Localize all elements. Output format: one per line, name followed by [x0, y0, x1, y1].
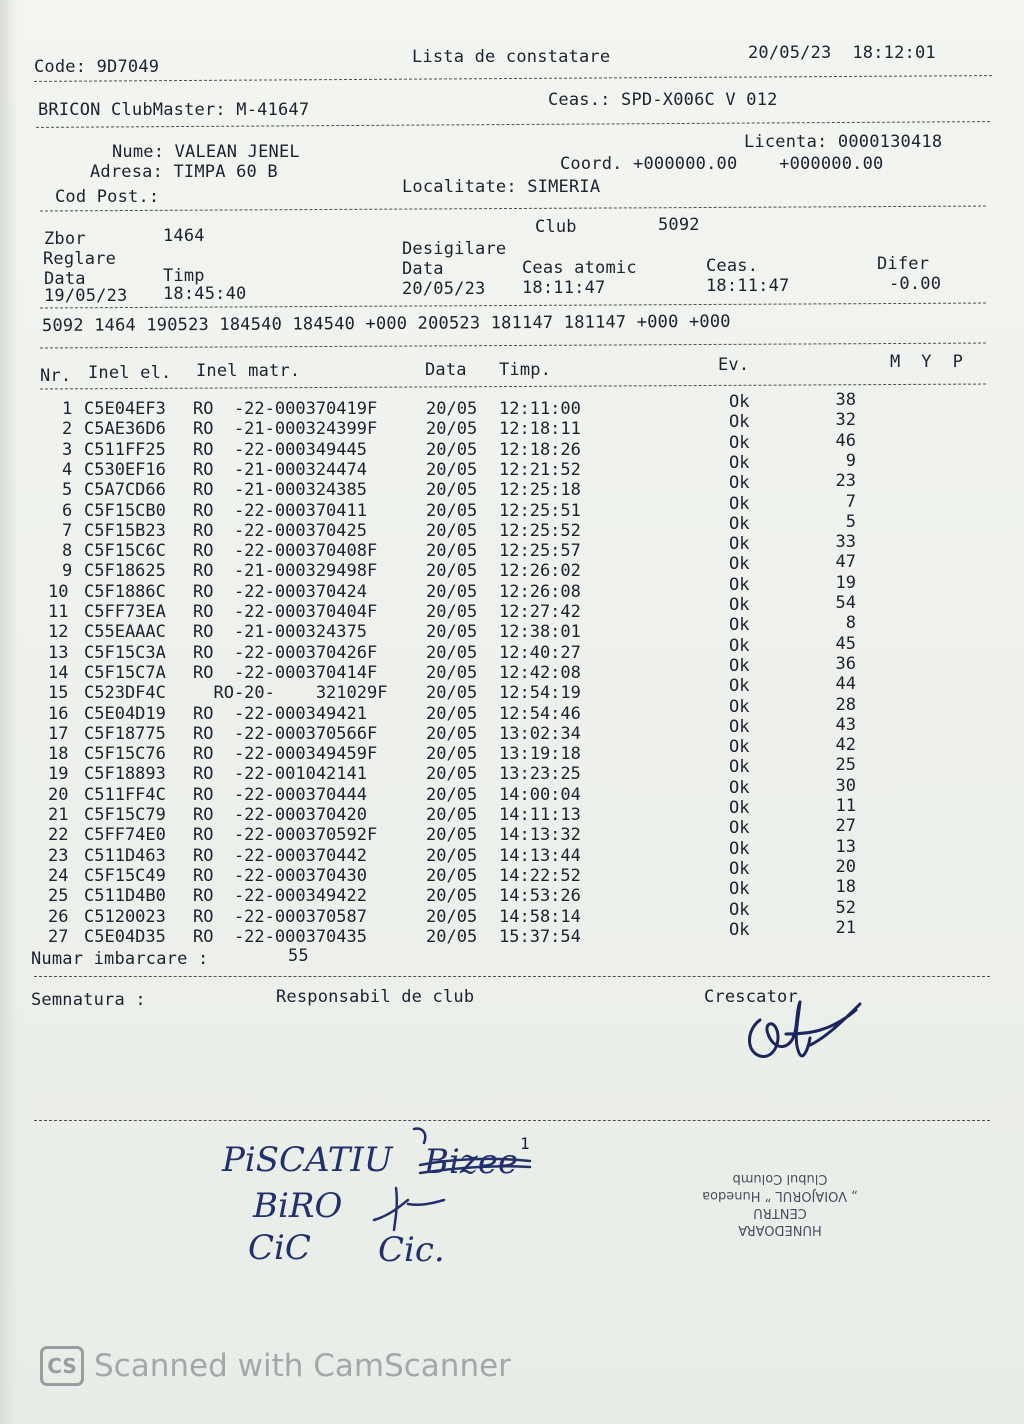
table-row [0, 816, 1024, 846]
arrival-time: 14:22:52 [499, 865, 581, 886]
event-status: Ok [729, 716, 750, 737]
difference-label: Difer [877, 254, 930, 274]
event-status: Ok [729, 899, 750, 920]
position-value: 33 [835, 532, 856, 553]
row-number: 7 [62, 520, 73, 541]
arrival-date: 20/05 [426, 561, 478, 582]
unsealing-label: Desigilare [402, 239, 507, 259]
table-row [0, 836, 1024, 866]
handwritten-initials-signature [368, 1186, 448, 1236]
position-value: 42 [835, 735, 856, 756]
arrival-date: 20/05 [426, 703, 478, 724]
arrival-date: 20/05 [426, 845, 478, 866]
table-row [0, 735, 1024, 765]
arrival-time: 12:25:57 [499, 541, 581, 562]
electronic-ring: C5A7CD66 [84, 480, 166, 501]
event-status: Ok [729, 818, 750, 839]
position-value: 7 [845, 491, 856, 512]
arrival-time: 15:37:54 [499, 926, 581, 947]
arrival-time: 14:58:14 [499, 906, 581, 927]
setting-time: 18:45:40 [163, 284, 247, 304]
position-value: 32 [835, 410, 856, 431]
ring-number: RO -22-000370435 [193, 926, 367, 947]
arrival-time: 12:40:27 [499, 642, 581, 663]
arrival-date: 20/05 [426, 581, 478, 602]
arrival-date: 20/05 [426, 459, 478, 480]
position-value: 47 [835, 552, 856, 573]
arrival-date: 20/05 [426, 500, 478, 521]
row-number: 14 [48, 662, 69, 683]
row-number: 1 [62, 399, 73, 419]
electronic-ring: C530EF16 [84, 459, 166, 480]
position-value: 21 [835, 917, 856, 938]
table-row [0, 856, 1024, 886]
arrival-time: 14:13:32 [499, 825, 581, 846]
event-status: Ok [729, 574, 750, 595]
club-responsible-label: Responsabil de club [276, 987, 475, 1007]
clock-label: Ceas. [706, 256, 759, 276]
clock-id: Ceas.: SPD-X006C V 012 [548, 90, 778, 110]
row-number: 24 [48, 865, 69, 886]
position-value: 54 [835, 593, 856, 613]
position-value: 9 [845, 450, 856, 471]
owner-address: Adresa: TIMPA 60 B [90, 162, 278, 182]
ring-number: RO -22-000349445 [193, 439, 367, 460]
event-status: Ok [729, 534, 750, 555]
ring-number: RO -22-000370425 [193, 520, 367, 541]
arrival-time: 12:54:19 [499, 683, 581, 704]
arrival-time: 14:00:04 [499, 784, 581, 805]
event-status: Ok [729, 432, 750, 453]
electronic-ring: C523DF4C [84, 683, 166, 704]
row-number: 22 [48, 825, 69, 846]
electronic-ring: C5F15B23 [84, 520, 166, 541]
arrival-time: 14:13:44 [499, 845, 581, 866]
event-status: Ok [729, 777, 750, 798]
handwritten-name: PiSCATIU [222, 1140, 393, 1180]
row-number: 4 [62, 459, 73, 480]
arrival-date: 20/05 [426, 541, 478, 562]
coordinates: Coord. +000000.00 +000000.00 [560, 154, 884, 174]
arrival-date: 20/05 [426, 520, 478, 541]
table-row [0, 613, 1024, 643]
row-number: 16 [48, 703, 69, 724]
ring-number: RO -22-000370566F [193, 723, 378, 744]
position-value: 23 [835, 471, 856, 492]
atomic-clock-label: Ceas atomic [522, 258, 637, 278]
arrival-time: 12:27:42 [499, 602, 581, 622]
col-myp: M Y P [890, 352, 964, 372]
event-status: Ok [729, 554, 750, 575]
table-row [0, 471, 1024, 501]
position-value: 13 [835, 836, 856, 857]
row-number: 19 [48, 764, 69, 785]
electronic-ring: C5F15C49 [84, 865, 166, 886]
arrival-time: 12:25:52 [499, 520, 581, 541]
ring-number: RO -22-000370414F [193, 662, 378, 683]
position-value: 36 [835, 653, 856, 674]
handwritten-office: BiRO [253, 1186, 343, 1226]
arrival-time: 12:26:02 [499, 561, 581, 582]
electronic-ring: C5120023 [84, 906, 166, 927]
position-value: 25 [835, 755, 856, 776]
arrival-time: 12:11:00 [499, 399, 581, 419]
doc-code: Code: 9D7049 [34, 57, 160, 77]
setting-time-label: Timp [163, 266, 205, 286]
table-row [0, 430, 1024, 460]
divider [34, 1120, 990, 1121]
event-status: Ok [729, 513, 750, 534]
arrival-date: 20/05 [426, 886, 478, 907]
doc-datetime: 20/05/23 18:12:01 [748, 43, 936, 63]
electronic-ring: C5F1886C [84, 581, 166, 602]
ring-number: RO -22-000370408F [193, 541, 378, 562]
col-time: Timp. [499, 360, 552, 380]
table-row [0, 653, 1024, 683]
divider [40, 343, 986, 349]
ring-number: RO -22-000370420 [193, 805, 367, 825]
arrival-time: 13:02:34 [499, 723, 581, 744]
ring-number: RO -22-000349421 [193, 703, 367, 724]
arrival-time: 14:11:13 [499, 805, 581, 825]
col-nr: Nr. [40, 366, 72, 386]
arrival-time: 12:26:08 [499, 581, 581, 602]
position-value: 18 [835, 877, 856, 898]
arrival-time: 12:38:01 [499, 622, 581, 643]
ring-number: RO -22-000370411 [193, 500, 367, 521]
club-label: Club [535, 217, 577, 237]
arrival-time: 12:18:26 [499, 439, 581, 460]
ring-number: RO -22-000349459F [193, 744, 378, 765]
doc-title: Lista de constatare [412, 47, 611, 67]
electronic-ring: C5F15C76 [84, 744, 166, 765]
position-value: 5 [845, 511, 856, 532]
divider [40, 206, 986, 212]
row-number: 23 [48, 845, 69, 866]
row-number: 9 [62, 561, 73, 582]
electronic-ring: C5F15CB0 [84, 500, 166, 521]
flight-label: Zbor [44, 229, 86, 249]
electronic-ring: C511FF4C [84, 784, 166, 805]
electronic-ring: C5F15C3A [84, 642, 166, 663]
electronic-ring: C5F15C79 [84, 805, 166, 825]
electronic-ring: C5E04D35 [84, 926, 166, 947]
event-status: Ok [729, 493, 750, 514]
event-status: Ok [729, 919, 750, 940]
position-value: 11 [835, 796, 856, 816]
event-status: Ok [729, 615, 750, 636]
camscanner-logo-icon: CS [40, 1346, 84, 1386]
arrival-date: 20/05 [426, 865, 478, 886]
ring-number: RO -22-000370587 [193, 906, 367, 927]
electronic-ring: C5FF74E0 [84, 825, 166, 846]
table-row [0, 410, 1024, 440]
ring-number: RO -22-000370442 [193, 845, 367, 866]
col-electronic-ring: Inel el. [88, 363, 172, 383]
event-status: Ok [729, 452, 750, 473]
row-number: 13 [48, 642, 69, 663]
ring-number: RO -22-000370426F [193, 642, 378, 663]
table-row [0, 755, 1024, 785]
basketing-count-value: 55 [288, 946, 309, 966]
electronic-ring: C5F18775 [84, 723, 166, 744]
row-number: 8 [62, 541, 73, 562]
position-value: 45 [835, 633, 856, 654]
event-status: Ok [729, 757, 750, 778]
ring-number: RO -22-000370444 [193, 784, 367, 805]
ring-number: RO -21-000324474 [193, 459, 367, 480]
handwritten-number: 1 [520, 1134, 530, 1153]
row-number: 2 [62, 419, 73, 440]
ring-number: RO -21-000324375 [193, 622, 367, 643]
row-number: 18 [48, 744, 69, 765]
event-status: Ok [729, 696, 750, 717]
arrival-time: 13:23:25 [499, 764, 581, 785]
clubmaster-id: BRICON ClubMaster: M-41647 [38, 100, 310, 120]
arrival-date: 20/05 [426, 439, 478, 460]
handwritten-cic: CiC [248, 1228, 311, 1268]
row-number: 15 [48, 683, 69, 704]
row-number: 5 [62, 480, 73, 501]
ring-number: RO -21-000324385 [193, 480, 367, 501]
atomic-clock-time: 18:11:47 [522, 278, 606, 298]
event-status: Ok [729, 737, 750, 758]
row-number: 20 [48, 784, 69, 805]
arrival-date: 20/05 [426, 683, 478, 704]
row-number: 10 [48, 581, 69, 602]
table-row [0, 694, 1024, 724]
table-row [0, 450, 1024, 480]
arrival-time: 12:18:11 [499, 419, 581, 440]
event-status: Ok [729, 392, 750, 412]
ring-number: RO-20- 321029F [193, 683, 388, 704]
position-value: 19 [835, 572, 856, 593]
ring-number: RO -22-000370430 [193, 865, 367, 886]
electronic-ring: C511FF25 [84, 439, 166, 460]
arrival-time: 12:42:08 [499, 662, 581, 683]
electronic-ring: C5F18893 [84, 764, 166, 785]
arrival-time: 13:19:18 [499, 744, 581, 765]
event-status: Ok [729, 473, 750, 494]
ring-number: RO -22-000370424 [193, 581, 367, 602]
arrival-time: 12:25:18 [499, 480, 581, 501]
divider [36, 121, 990, 128]
arrival-date: 20/05 [426, 723, 478, 744]
clock-time: 18:11:47 [706, 276, 790, 296]
electronic-ring: C5F18625 [84, 561, 166, 582]
col-date: Data [425, 360, 467, 380]
col-event: Ev. [718, 355, 750, 375]
electronic-ring: C5E04D19 [84, 703, 166, 724]
table-row [0, 917, 1024, 947]
postal-code: Cod Post.: [55, 187, 160, 207]
handwritten-cic-signature: Cic. [378, 1230, 445, 1270]
position-value: 27 [835, 816, 856, 837]
electronic-ring: C511D463 [84, 845, 166, 866]
position-value: 30 [835, 775, 856, 796]
arrival-date: 20/05 [426, 764, 478, 785]
arrival-date: 20/05 [426, 805, 478, 825]
signature-label: Semnatura : [31, 990, 146, 1010]
table-row [0, 532, 1024, 562]
flight-value: 1464 [163, 226, 205, 246]
arrival-date: 20/05 [426, 825, 478, 846]
divider [34, 75, 992, 82]
basketing-count-label: Numar imbarcare : [31, 949, 209, 969]
event-status: Ok [729, 655, 750, 676]
row-number: 12 [48, 622, 69, 643]
club-value: 5092 [658, 215, 700, 235]
arrival-date: 20/05 [426, 784, 478, 805]
row-number: 11 [48, 602, 69, 622]
table-row [0, 897, 1024, 927]
position-value: 8 [845, 613, 856, 634]
position-value: 38 [835, 390, 856, 410]
arrival-date: 20/05 [426, 662, 478, 683]
event-status: Ok [729, 412, 750, 433]
breeder-label: Crescator [704, 987, 798, 1007]
unseal-date: 20/05/23 [402, 279, 486, 299]
table-row [0, 491, 1024, 521]
table-row [0, 674, 1024, 704]
row-number: 26 [48, 906, 69, 927]
ring-number: RO -22-000370404F [193, 602, 378, 622]
event-status: Ok [729, 838, 750, 859]
electronic-ring: C511D4B0 [84, 886, 166, 907]
arrival-time: 12:21:52 [499, 459, 581, 480]
event-status: Ok [729, 676, 750, 697]
arrival-date: 20/05 [426, 642, 478, 663]
arrival-date: 20/05 [426, 399, 478, 419]
table-row [0, 714, 1024, 744]
table-row [0, 593, 1024, 622]
position-value: 43 [835, 714, 856, 735]
setting-date-label: Data [44, 269, 86, 289]
electronic-ring: C5AE36D6 [84, 419, 166, 440]
table-row [0, 390, 1024, 419]
ring-number: RO -22-000370419F [193, 399, 378, 419]
divider [40, 384, 986, 390]
handwritten-struck-word: Bizee [424, 1142, 519, 1182]
license: Licenta: 0000130418 [744, 132, 943, 152]
arrival-date: 20/05 [426, 926, 478, 947]
divider [34, 976, 990, 977]
camscanner-text: Scanned with CamScanner [94, 1348, 511, 1384]
event-status: Ok [729, 858, 750, 879]
position-value: 44 [835, 674, 856, 695]
ring-number: RO -22-000349422 [193, 886, 367, 907]
difference-value: -0.00 [889, 274, 942, 294]
electronic-ring: C5F15C6C [84, 541, 166, 562]
arrival-date: 20/05 [426, 602, 478, 622]
row-number: 27 [48, 926, 69, 947]
ring-number: RO -22-001042141 [193, 764, 367, 785]
summary-code-line: 5092 1464 190523 184540 184540 +000 200523 181147 181147 +000 +000 [41, 311, 731, 336]
ring-number: RO -21-000324399F [193, 419, 378, 440]
owner-name: Nume: VALEAN JENEL [112, 142, 300, 162]
table-row [0, 877, 1024, 907]
table-row [0, 796, 1024, 825]
setting-date: 19/05/23 [44, 286, 128, 306]
club-stamp: HUNEDOARA CENTRU „ VOIAJORUL ” Hunedoa Clubul Columb [702, 1171, 858, 1237]
arrival-date: 20/05 [426, 480, 478, 501]
event-status: Ok [729, 595, 750, 615]
arrival-date: 20/05 [426, 419, 478, 440]
row-number: 3 [62, 439, 73, 460]
row-number: 21 [48, 805, 69, 825]
ring-number: RO -22-000370592F [193, 825, 378, 846]
unseal-date-label: Data [402, 259, 444, 279]
arrival-date: 20/05 [426, 906, 478, 927]
event-status: Ok [729, 879, 750, 900]
row-number: 6 [62, 500, 73, 521]
arrival-time: 14:53:26 [499, 886, 581, 907]
position-value: 52 [835, 897, 856, 918]
electronic-ring: C5E04EF3 [84, 399, 166, 419]
arrival-date: 20/05 [426, 744, 478, 765]
locality: Localitate: SIMERIA [402, 177, 601, 197]
arrival-date: 20/05 [426, 622, 478, 643]
electronic-ring: C55EAAAC [84, 622, 166, 643]
arrival-time: 12:25:51 [499, 500, 581, 521]
position-value: 20 [835, 856, 856, 877]
table-row [0, 511, 1024, 541]
table-row [0, 775, 1024, 805]
arrival-time: 12:54:46 [499, 703, 581, 724]
table-row [0, 552, 1024, 582]
row-number: 17 [48, 723, 69, 744]
event-status: Ok [729, 635, 750, 656]
breeder-signature [738, 990, 868, 1070]
position-value: 46 [835, 430, 856, 451]
electronic-ring: C5F15C7A [84, 662, 166, 683]
table-row [0, 633, 1024, 663]
camscanner-watermark [40, 1344, 511, 1388]
position-value: 28 [835, 694, 856, 715]
ring-number: RO -21-000329498F [193, 561, 378, 582]
electronic-ring: C5FF73EA [84, 602, 166, 622]
setting-label: Reglare [43, 249, 117, 269]
row-number: 25 [48, 886, 69, 907]
event-status: Ok [729, 798, 750, 818]
table-row [0, 572, 1024, 602]
col-ring-number: Inel matr. [196, 361, 301, 381]
